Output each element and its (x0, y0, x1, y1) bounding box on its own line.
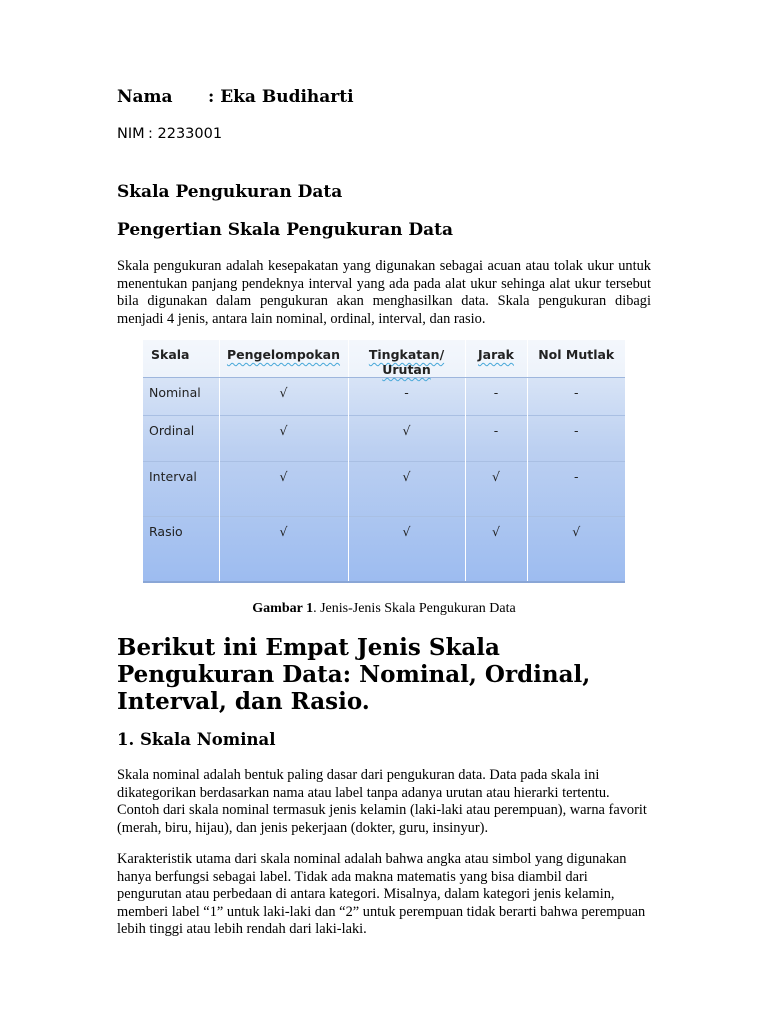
name-value: : Eka Budiharti (208, 87, 354, 107)
nim-line (117, 126, 222, 142)
table-cell: √ (348, 517, 465, 582)
scale-table-figure (143, 340, 625, 583)
table-cell: - (465, 378, 527, 416)
name-label: Nama (117, 87, 173, 107)
table-cell: √ (465, 462, 527, 517)
table-cell: √ (219, 416, 348, 462)
table-header-row (143, 340, 625, 378)
table-cell: √ (219, 462, 348, 517)
table-header-cell: Tingkatan/ Urutan (348, 340, 465, 378)
table-row (143, 517, 625, 582)
table-row (143, 462, 625, 517)
table-cell: √ (527, 517, 625, 582)
nim-label: NIM (117, 126, 145, 142)
table-header-cell: Skala (143, 340, 219, 378)
figure-caption (0, 601, 768, 617)
table-cell: √ (219, 378, 348, 416)
table-cell: √ (219, 517, 348, 582)
table-cell: - (527, 378, 625, 416)
nim-value: : 2233001 (148, 126, 223, 142)
table-cell: - (527, 416, 625, 462)
section-title: Skala Pengukuran Data (117, 182, 343, 202)
table-cell: Ordinal (143, 416, 219, 462)
definition-paragraph: Skala pengukuran adalah kesepakatan yang digunakan sebagai acuan atau tolak ukur untuk menentukan panjang pendeknya interval yang ada pada alat ukur sehinga alat ukur tersebut bila digunakan dalam pengukuran akan menghasilkan data. Skala pengukuran dibagi menjadi 4 jenis, antara lain nominal, ordinal, interval, dan rasio. (117, 258, 651, 327)
table-header-cell: Pengelompokan (219, 340, 348, 378)
nominal-paragraph-2: Karakteristik utama dari skala nominal adalah bahwa angka atau simbol yang digunakan hanya berfungsi sebagai label. Tidak ada makna matematis yang bisa diambil dari pengurutan atau perbedaan di antara kategori. Misalnya, dalam kategori jenis kelamin, memberi label “1” untuk laki-laki dan “2” untuk perempuan tidak berarti bahwa perempuan lebih tinggi atau lebih rendah dari laki-laki. (117, 851, 646, 938)
table-row (143, 378, 625, 416)
table-cell: √ (465, 517, 527, 582)
caption-text: . Jenis-Jenis Skala Pengukuran Data (313, 601, 516, 616)
nominal-heading: 1. Skala Nominal (117, 730, 276, 749)
table-cell: Interval (143, 462, 219, 517)
name-line (117, 87, 354, 107)
nominal-paragraph-1: Skala nominal adalah bentuk paling dasar dari pengukuran data. Data pada skala ini dikategorikan berdasarkan nama atau label tanpa adanya urutan atau hierarki tertentu. Contoh dari skala nominal termasuk jenis kelamin (laki-laki atau perempuan), warna favorit (merah, biru, hijau), dan jenis pekerjaan (dokter, guru, insinyur). (117, 767, 647, 836)
table-cell: Rasio (143, 517, 219, 582)
table-header-cell: Nol Mutlak (527, 340, 625, 378)
definition-heading: Pengertian Skala Pengukuran Data (117, 220, 453, 240)
table-cell: √ (348, 416, 465, 462)
table-header-cell: Jarak (465, 340, 527, 378)
table-cell: √ (348, 462, 465, 517)
table-cell: - (527, 462, 625, 517)
big-heading: Berikut ini Empat Jenis Skala Pengukuran Data: Nominal, Ordinal, Interval, dan Rasio. (117, 634, 591, 715)
scale-table (143, 340, 625, 581)
table-cell: - (348, 378, 465, 416)
table-cell: Nominal (143, 378, 219, 416)
caption-label: Gambar 1 (252, 601, 314, 616)
table-cell: - (465, 416, 527, 462)
table-row (143, 416, 625, 462)
